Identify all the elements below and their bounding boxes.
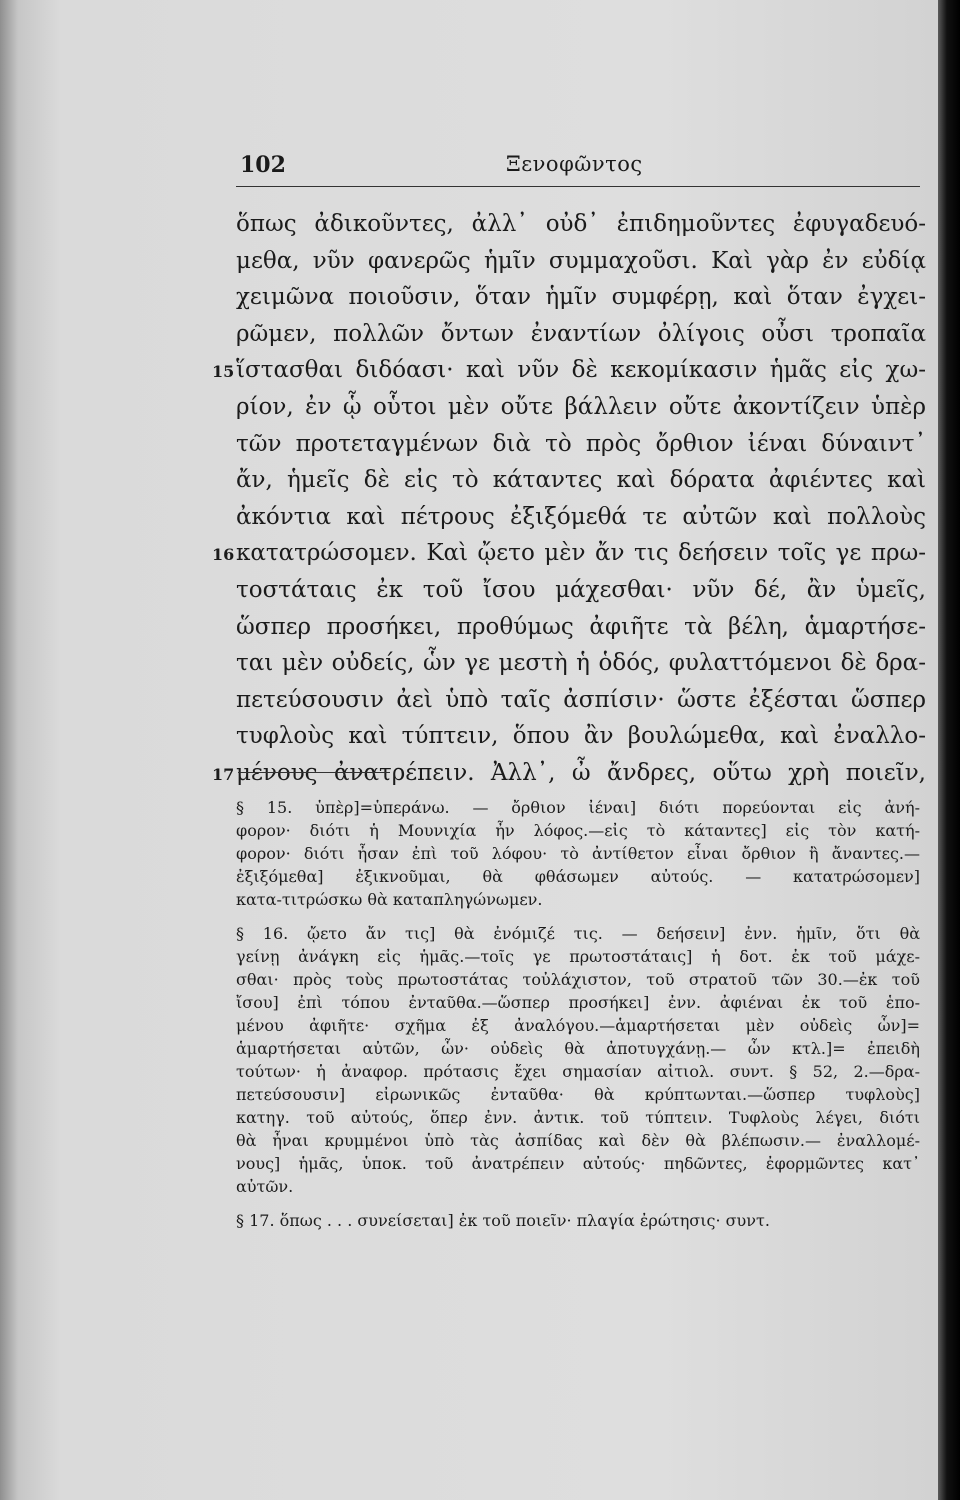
scan-dark-edge: [938, 0, 960, 1500]
main-text: [212, 206, 926, 792]
running-head: Ξενοφῶντος: [506, 152, 643, 176]
note-line: κατα-τιτρώσκω θὰ καταπληγώνωμεν.: [236, 890, 543, 909]
section-marker-16: 16: [212, 545, 235, 565]
text-line-wrapper: [212, 535, 926, 572]
note-line: § 15. ὑπὲρ]=ὑπεράνω. — ὄρθιον ἰέναι] διότι πορεύονται εἰς ἀνή-: [236, 798, 920, 817]
note-line: ἁμαρτήσεται αὐτῶν, ὧν· οὐδεὶς θὰ ἀποτυγχάνῃ.— ὧν κτλ.]= ἐπειδὴ: [236, 1039, 920, 1058]
footnote-divider: [238, 772, 390, 773]
note-line: τούτων· ἡ ἀναφορ. πρότασις ἔχει σημασίαν αἰτιολ. συντ. § 52, 2.—δρα-: [236, 1062, 920, 1081]
text-line: ρίον, ἐν ᾧ οὗτοι μὲν οὔτε βάλλειν οὔτε ἀκοντίζειν ὑπὲρ: [236, 393, 926, 420]
text-line: μένους ἀνατρέπειν. Ἀλλ᾽, ὦ ἄνδρες, οὕτω χρὴ ποιεῖν,: [236, 759, 926, 786]
note-line: θὰ ἦναι κρυμμένοι ὑπὸ τὰς ἀσπίδας καὶ δὲν θὰ βλέπωσιν.— ἐναλλομέ-: [236, 1131, 920, 1150]
text-line: ρῶμεν, πολλῶν ὄντων ἐναντίων ὀλίγοις οὖσι τροπαῖα: [236, 320, 926, 347]
commentary-notes: [236, 796, 920, 1232]
text-line: ἀκόντια καὶ πέτρους ἐξιξόμεθά τε αὐτῶν καὶ πολλοὺς: [236, 503, 926, 530]
note-line: ἐξιξόμεθα] ἐξικνοῦμαι, θὰ φθάσωμεν αὐτούς. — κατατρώσομεν]: [236, 867, 920, 886]
note-line: φορον· διότι ἦσαν ἐπὶ τοῦ λόφου· τὸ ἀντίθετον εἶναι ὄρθιον ἢ ἄναντες.—: [236, 844, 920, 863]
note-line: ἴσου] ἐπὶ τόπου ἐνταῦθα.—ὥσπερ προσήκει] ἐνν. ἀφιέναι ἐκ τοῦ ἑπο-: [236, 993, 920, 1012]
note-line: § 16. ᾤετο ἄν τις] θὰ ἐνόμιζέ τις. — δεήσειν] ἐνν. ἡμῖν, ὅτι θὰ: [236, 924, 920, 943]
note-line: πετεύσουσιν] εἰρωνικῶς ἐνταῦθα· θὰ κρύπτωνται.—ὥσπερ τυφλοὺς]: [236, 1085, 920, 1104]
text-line: ἵστασθαι διδόασι· καὶ νῦν δὲ κεκομίκασιν ἡμᾶς εἰς χω-: [236, 357, 926, 384]
text-line-wrapper: [212, 352, 926, 389]
note-line: § 17. ὅπως . . . συνείσεται] ἐκ τοῦ ποιεῖν· πλαγία ἐρώτησις· συντ.: [236, 1211, 770, 1230]
section-marker-17: 17: [212, 764, 235, 784]
page-number: 102: [240, 152, 286, 178]
text-line: μεθα, νῦν φανερῶς ἡμῖν συμμαχοῦσι. Καὶ γὰρ ἐν εὐδίᾳ: [236, 247, 926, 274]
text-line-wrapper: [212, 755, 926, 792]
note-line: μένου ἀφιῆτε· σχῆμα ἐξ ἀναλόγου.—ἁμαρτήσεται μὲν οὐδεὶς ὧν]=: [236, 1016, 920, 1035]
text-line: ται μὲν οὐδείς, ὧν γε μεστὴ ἡ ὁδός, φυλαττόμενοι δὲ δρα-: [236, 650, 926, 677]
text-line: ἄν, ἡμεῖς δὲ εἰς τὸ κάταντες καὶ δόρατα ἀφιέντες καὶ: [236, 467, 926, 494]
text-line: χειμῶνα ποιοῦσιν, ὅταν ἡμῖν συμφέρῃ, καὶ ὅταν ἐγχει-: [236, 284, 926, 311]
note-line: νους] ἡμᾶς, ὑποκ. τοῦ ἀνατρέπειν αὐτούς· πηδῶντες, ἐφορμῶντες κατ᾽: [236, 1154, 920, 1173]
text-line: τυφλοὺς καὶ τύπτειν, ὅπου ἂν βουλώμεθα, καὶ ἐναλλο-: [236, 723, 926, 750]
note-line: γείνῃ ἀνάγκη εἰς ἡμᾶς.—τοῖς γε πρωτοστάταις] ἡ δοτ. ἐκ τοῦ μάχε-: [236, 947, 920, 966]
text-line: κατατρώσομεν. Καὶ ᾤετο μὲν ἄν τις δεήσειν τοῖς γε πρω-: [236, 540, 926, 567]
note-line: αὐτῶν.: [236, 1177, 294, 1196]
section-marker-15: 15: [212, 362, 235, 382]
text-line: πετεύσουσιν ἀεὶ ὑπὸ ταῖς ἀσπίσιν· ὥστε ἐξέσται ὥσπερ: [236, 686, 926, 713]
page-header: [236, 146, 920, 187]
note-line: σθαι· πρὸς τοὺς πρωτοστάτας τοὐλάχιστον, τοῦ στρατοῦ τῶν 30.—ἐκ τοῦ: [236, 970, 920, 989]
text-line: τῶν προτεταγμένων διὰ τὸ πρὸς ὄρθιον ἰέναι δύναιντ᾽: [236, 430, 926, 457]
text-line: ὥσπερ προσήκει, προθύμως ἀφιῆτε τὰ βέλη, ἁμαρτήσε-: [236, 613, 926, 640]
text-line: ὅπως ἀδικοῦντες, ἀλλ᾽ οὐδ᾽ ἐπιδημοῦντες ἐφυγαδευό-: [236, 211, 926, 237]
note-line: κατηγ. τοῦ αὐτούς, ὅπερ ἐνν. ἀντικ. τοῦ τύπτειν. Τυφλοὺς λέγει, διότι: [236, 1108, 920, 1127]
text-line: τοστάταις ἐκ τοῦ ἴσου μάχεσθαι· νῦν δέ, ἂν ὑμεῖς,: [236, 576, 926, 603]
note-line: φορον· διότι ἡ Μουνιχία ἦν λόφος.—εἰς τὸ κάταντες] εἰς τὸν κατή-: [236, 821, 920, 840]
